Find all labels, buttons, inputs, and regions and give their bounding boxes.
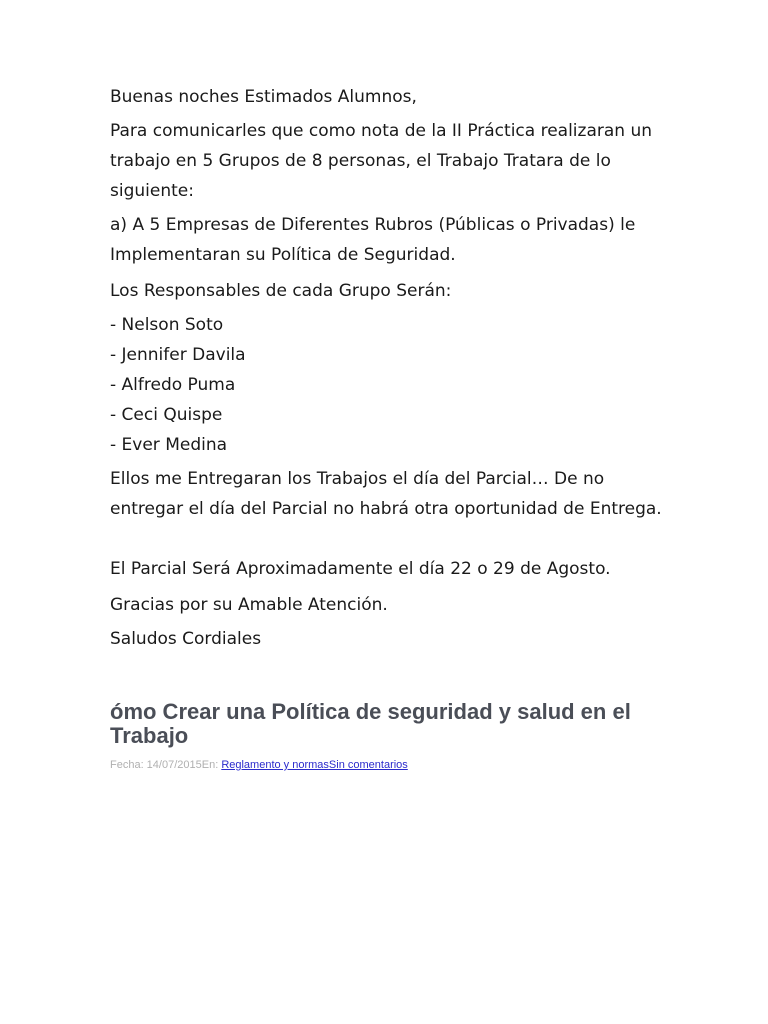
exam-date-paragraph: El Parcial Será Aproximadamente el día 22 o 29 de Agosto. [110,559,611,579]
article-title: ómo Crear una Política de seguridad y salud en el Trabajo [110,699,631,748]
delivery-paragraph: Ellos me Entregaran los Trabajos el día del Parcial… De no entregar el día del Parcial no habrá otra oportunidad de Entrega. [110,469,662,519]
thanks-paragraph: Gracias por su Amable Atención. [110,595,388,615]
category-link[interactable]: Reglamento y normas [221,759,329,771]
task-paragraph: a) A 5 Empresas de Diferentes Rubros (Públicas o Privadas) le Implementaran su Política de Seguridad. [110,215,636,265]
article-meta [110,759,408,771]
list-item: - Alfredo Puma [110,375,236,395]
list-item: - Jennifer Davila [110,345,246,365]
comments-link[interactable]: Sin comentarios [328,759,408,771]
closing-paragraph: Saludos Cordiales [110,629,262,649]
responsables-list [110,310,670,460]
list-item: - Nelson Soto [110,315,224,335]
list-item: - Ceci Quispe [110,405,223,425]
article-date: Fecha: 14/07/2015En: [110,759,222,771]
responsables-heading: Los Responsables de cada Grupo Serán: [110,281,452,301]
greeting: Buenas noches Estimados Alumnos, [110,87,417,107]
list-item: - Ever Medina [110,435,228,455]
intro-paragraph: Para comunicarles que como nota de la II Práctica realizaran un trabajo en 5 Grupos de 8 personas, el Trabajo Tratara de lo siguiente: [110,121,652,201]
